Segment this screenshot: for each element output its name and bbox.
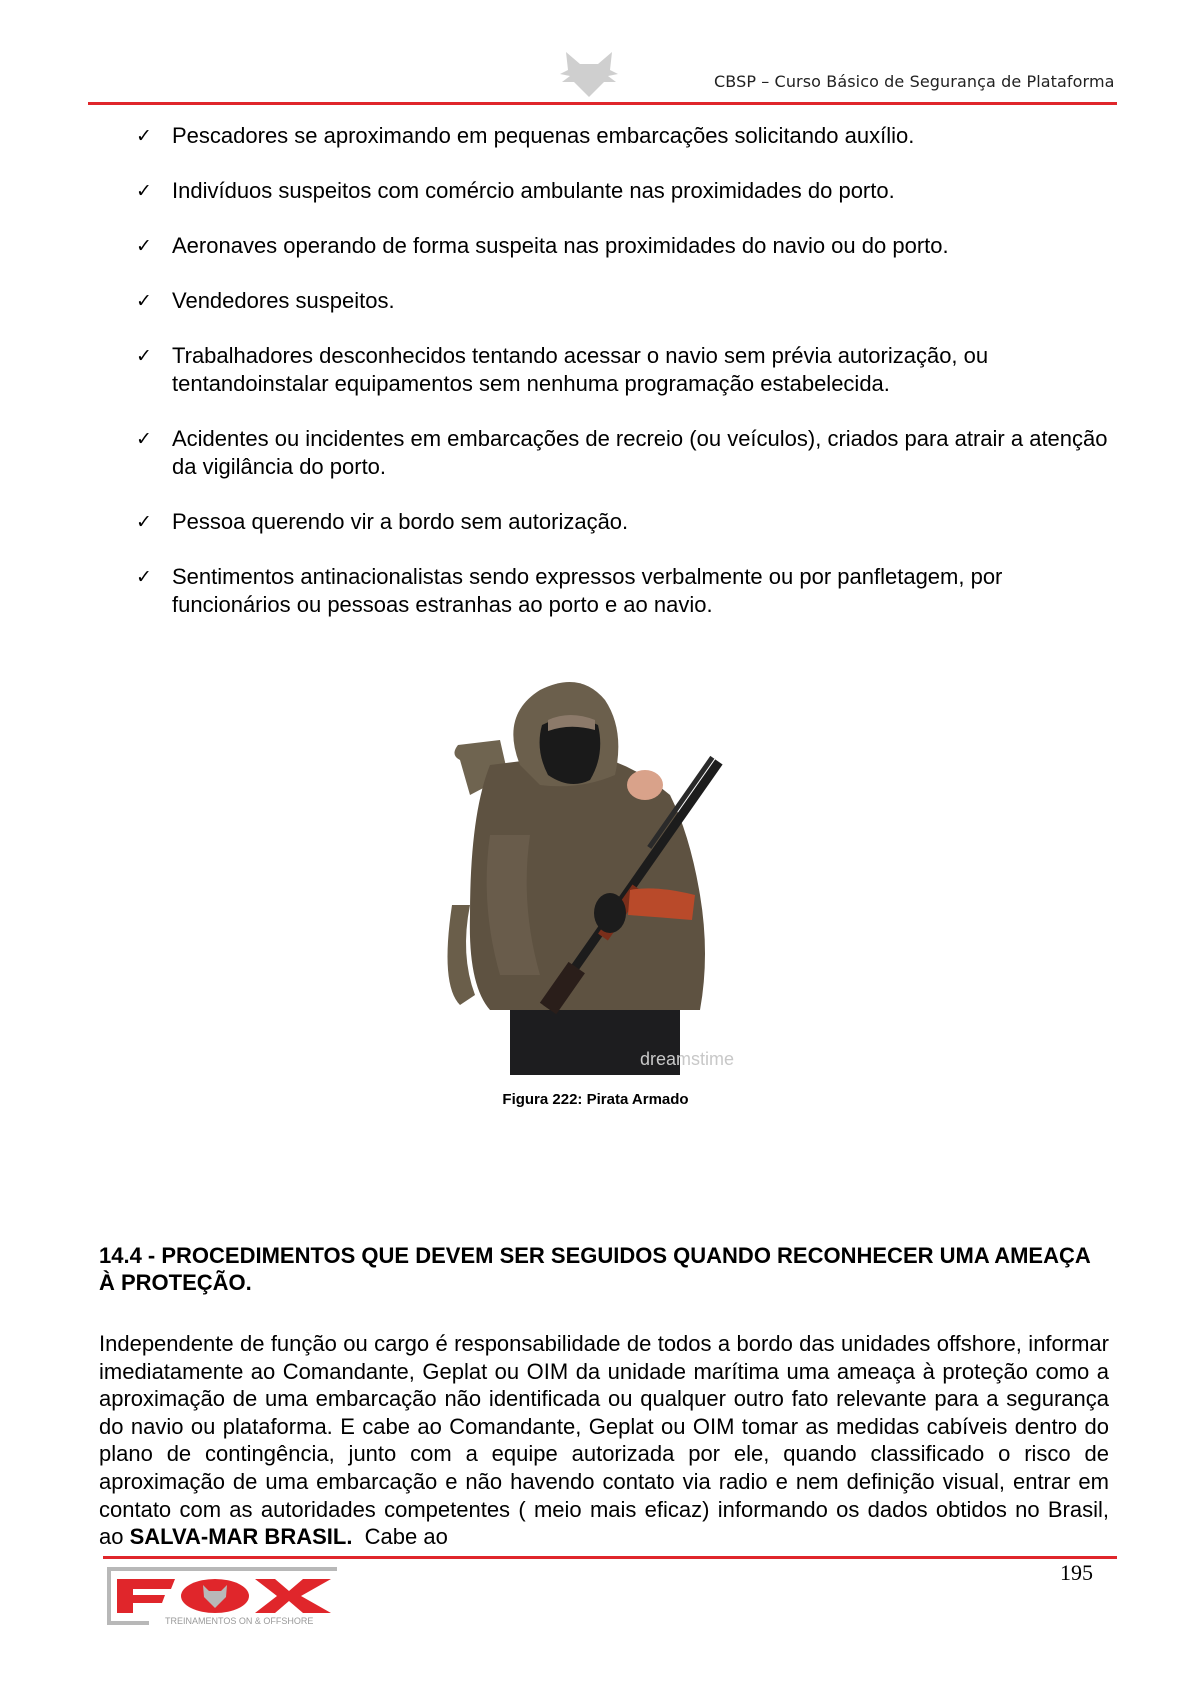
list-item-text: Pescadores se aproximando em pequenas embarcações solicitando auxílio. — [172, 123, 915, 148]
list-item-text: Sentimentos antinacionalistas sendo expressos verbalmente ou por panfletagem, por funcionários ou pessoas estranhas ao porto e ao navio. — [172, 564, 1003, 617]
list-item — [136, 232, 1116, 260]
paragraph-text-continued: Cabe ao — [352, 1524, 448, 1550]
checkmark-icon: ✓ — [136, 345, 152, 367]
list-item-text: Acidentes ou incidentes em embarcações de recreio (ou veículos), criados para atrair a atenção da vigilância do porto. — [172, 426, 1108, 479]
checkmark-icon: ✓ — [136, 566, 152, 588]
body-paragraph — [99, 1330, 1109, 1551]
list-item — [136, 425, 1116, 481]
fox-head-icon — [558, 50, 620, 98]
list-item — [136, 177, 1116, 205]
checkmark-icon: ✓ — [136, 290, 152, 312]
section-heading: 14.4 - PROCEDIMENTOS QUE DEVEM SER SEGUIDOS QUANDO RECONHECER UMA AMEAÇA À PROTEÇÃO. — [99, 1243, 1090, 1295]
logo-tagline: TREINAMENTOS ON & OFFSHORE — [165, 1616, 314, 1626]
list-item — [136, 122, 1116, 150]
list-item — [136, 508, 1116, 536]
list-item — [136, 563, 1116, 619]
page-number: 195 — [1060, 1560, 1093, 1585]
list-item-text: Vendedores suspeitos. — [172, 288, 395, 313]
list-item-text: Trabalhadores desconhecidos tentando acessar o navio sem prévia autorização, ou tentandoinstalar equipamentos sem nenhuma programação estabelecida. — [172, 343, 989, 396]
list-item-text: Aeronaves operando de forma suspeita nas proximidades do navio ou do porto. — [172, 233, 949, 258]
checkmark-icon: ✓ — [136, 428, 152, 450]
fox-logo — [105, 1563, 345, 1629]
paragraph-text: Independente de função ou cargo é responsabilidade de todos a bordo das unidades offshore, informar imediatamente ao Comandante, Geplat ou OIM da unidade marítima uma ameaça à proteção como a aproximação de uma embarcação não identificada ou qualquer outro fato relevante para a segurança do navio ou plataforma. E cabe ao Comandante, Geplat ou OIM tomar as medidas cabíveis dentro do plano de contingência, junto com a equipe autorizada por ele, quando classificado o risco de aproximação de uma embarcação e não havendo contato via radio e nem definição visual, entrar em contato com as autoridades competentes ( meio mais eficaz) informando os dados obtidos no Brasil, ao — [99, 1331, 1109, 1550]
threat-indicator-list — [136, 122, 1116, 646]
header-rule — [88, 102, 1117, 105]
checkmark-icon: ✓ — [136, 511, 152, 533]
list-item — [136, 287, 1116, 315]
salva-mar-emphasis: SALVA-MAR BRASIL. — [129, 1524, 353, 1550]
armed-pirate-image — [430, 655, 800, 1075]
checkmark-icon: ✓ — [136, 235, 152, 257]
checkmark-icon: ✓ — [136, 180, 152, 202]
list-item-text: Indivíduos suspeitos com comércio ambulante nas proximidades do porto. — [172, 178, 895, 203]
checkmark-icon: ✓ — [136, 125, 152, 147]
list-item — [136, 342, 1116, 398]
watermark-text: dreamstime — [640, 1049, 735, 1069]
footer-rule — [103, 1556, 1117, 1559]
list-item-text: Pessoa querendo vir a bordo sem autorização. — [172, 509, 629, 534]
header-title: CBSP – Curso Básico de Segurança de Plataforma — [714, 72, 1115, 91]
figure-caption: Figura 222: Pirata Armado — [502, 1091, 689, 1108]
